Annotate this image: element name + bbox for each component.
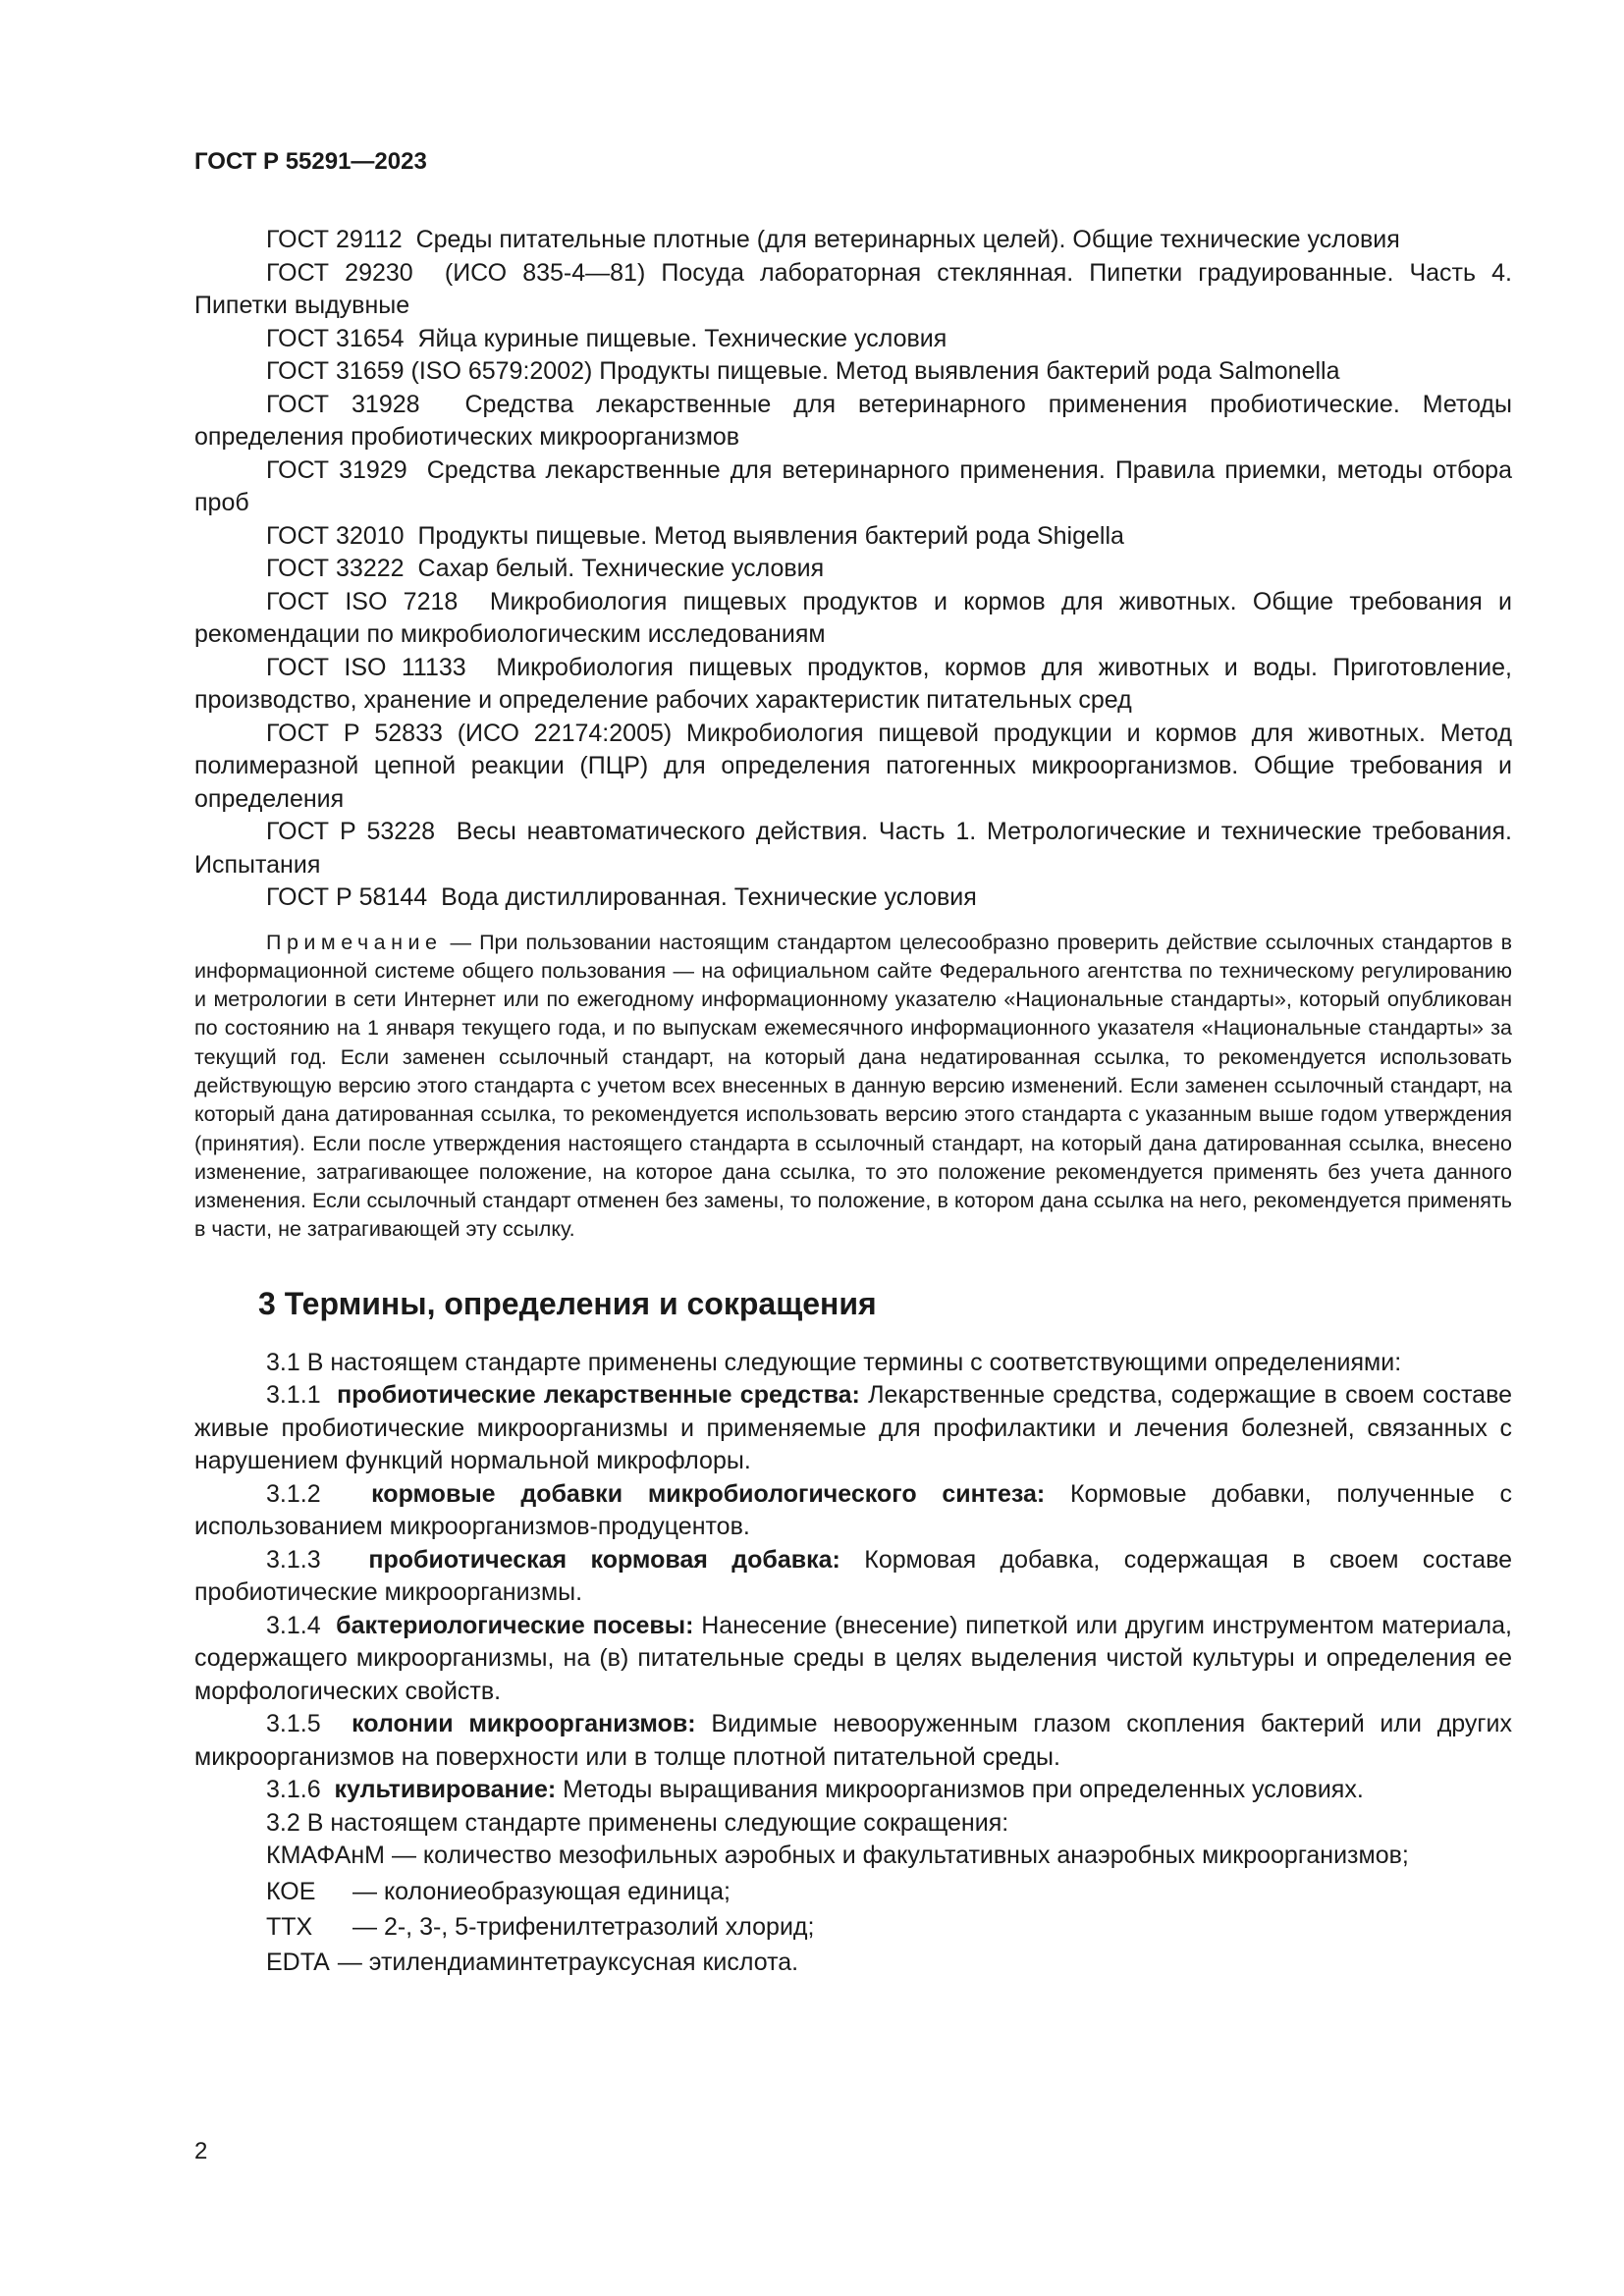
reference-title: Микробиология пищевых продуктов, кормов для животных и воды. Приготовление, производство, хранение и определение рабочих характеристик питательных сред [194,653,1512,714]
reference-code: ГОСТ 29230 [266,258,413,287]
abbreviation-item [194,1875,1512,1908]
reference-code: ГОСТ ISO 11133 [266,653,466,681]
reference-code: ГОСТ 31654 [266,324,405,352]
abbreviation-text: — этилендиаминтетрауксусная кислота. [337,1948,799,1976]
reference-item [194,553,1512,586]
reference-item [194,718,1512,817]
reference-code: ГОСТ 33222 [266,555,405,582]
reference-title: (ISO 6579:2002) Продукты пищевые. Метод выявления бактерий рода Salmonella [410,357,1340,385]
abbreviations-intro: 3.2 В настоящем стандарте применены следующие сокращения: [266,1808,1009,1837]
reference-item [194,454,1512,520]
term-item [194,1610,1512,1709]
note-label: Примечание [266,930,443,954]
abbreviation-text: — 2-, 3-, 5-трифенилтетразолий хлорид; [352,1912,815,1941]
term-definition: Видимые невооруженным глазом скопления бактерий или других микроорганизмов на поверхности или в толще плотной питательной среды. [194,1710,1512,1771]
reference-title: Микробиология пищевых продуктов и кормов для животных. Общие требования и рекомендации по микробиологическим исследованиям [194,587,1512,648]
reference-title: Вода дистиллированная. Технические условия [441,883,977,911]
term-item [194,1379,1512,1478]
term-number: 3.1.5 [266,1710,321,1738]
reference-code: ГОСТ 31659 [266,357,405,385]
references-note [194,929,1512,1245]
reference-title: (ИСО 835-4—81) Посуда лабораторная стеклянная. Пипетки градуированные. Часть 4. Пипетки выдувные [194,258,1512,319]
reference-item [194,652,1512,718]
term-definition: Лекарственные средства, содержащие в своем составе живые пробиотические микроорганизмы и применяемые для профилактики и лечения болезней, связанных с нарушением функций нормальной микрофлоры. [194,1381,1512,1475]
reference-title: Яйца куриные пищевые. Технические условия [417,324,947,352]
abbreviation-code: КОЕ [266,1877,316,1905]
reference-title: Средства лекарственные для ветеринарного применения. Правила приемки, методы отбора проб [194,455,1512,516]
term-name: культивирование: [334,1776,557,1804]
reference-code: ГОСТ Р 53228 [266,818,436,845]
section-title: 3 Термины, определения и сокращения [258,1285,877,1321]
reference-code: ГОСТ Р 58144 [266,883,428,911]
reference-item [194,881,1512,915]
term-item [194,1774,1512,1807]
term-name: колонии микроорганизмов: [352,1710,696,1738]
abbreviation-code: EDTA [266,1948,330,1976]
document-code-header: ГОСТ Р 55291—2023 [194,148,427,175]
page-number: 2 [194,2138,208,2164]
reference-code: ГОСТ 31929 [266,455,407,484]
term-name: пробиотические лекарственные средства: [337,1381,860,1410]
reference-item [194,816,1512,881]
terms-definitions [194,1347,1512,1873]
reference-code: ГОСТ ISO 7218 [266,587,459,615]
term-item [194,1478,1512,1544]
terms-intro: 3.1 В настоящем стандарте применены следующие термины с соответствующими определениями: [266,1348,1402,1376]
reference-item [194,389,1512,454]
abbreviation-text: — колониеобразующая единица; [352,1877,731,1905]
term-definition: Методы выращивания микроорганизмов при определенных условиях. [563,1776,1364,1804]
normative-references-list [194,224,1512,915]
reference-title: Среды питательные плотные (для ветеринарных целей). Общие технические условия [415,226,1400,253]
term-name: бактериологические посевы: [336,1611,694,1639]
reference-item [194,520,1512,554]
note-text: — При пользовании настоящим стандартом целесообразно проверить действие ссылочных стандартов в информационной системе общего пользования — на официальном сайте Федерального агентства по техническому регулированию и метрологии в сети Интернет или по ежегодному информационному указателю «Национальные стандарты», который опубликован по состоянию на 1 января текущего года, и по выпускам ежемесячного информационного указателя «Национальные стандарты» за текущий год. Если заменен ссылочный стандарт, на который дана недатированная ссылка, то рекомендуется использовать действующую версию этого стандарта с учетом всех внесенных в данную версию изменений. Если заменен ссылочный стандарт, на который дана датированная ссылка, то рекомендуется использовать версию этого стандарта с указанным выше годом утверждения (принятия). Если после утверждения настоящего стандарта в ссылочный стандарт, на который дана датированная ссылка, внесено изменение, затрагивающее положение, на которое дана ссылка, то это положение рекомендуется применять без учета данного изменения. Если ссылочный стандарт отменен без замены, то положение, в котором дана ссылка на него, рекомендуется применять в части, не затрагивающей эту ссылку. [194,930,1512,1242]
reference-item [194,257,1512,323]
abbreviation-item [194,1910,1512,1944]
term-number: 3.1.3 [266,1545,321,1574]
reference-code: ГОСТ Р 52833 [266,719,443,747]
term-name: кормовые добавки микробиологического синтеза: [371,1479,1046,1508]
term-number: 3.1.1 [266,1381,321,1410]
abbreviation-item [194,1946,1512,1979]
reference-title: Средства лекарственные для ветеринарного применения пробиотические. Методы определения пробиотических микроорганизмов [194,390,1512,451]
abbreviation-item: КМАФАнМ — количество мезофильных аэробных и факультативных анаэробных микроорганизмов; [266,1842,1409,1870]
term-definition: Кормовые добавки, полученные с использованием микроорганизмов-продуцентов. [194,1479,1513,1541]
term-number: 3.1.6 [266,1776,321,1804]
reference-title: Продукты пищевые. Метод выявления бактерий рода Shigella [417,521,1124,550]
term-definition: Кормовая добавка, содержащая в своем составе пробиотические микроорганизмы. [194,1545,1512,1607]
term-definition: Нанесение (внесение) пипеткой или другим инструментом материала, содержащего микроорганизмы, на (в) питательные среды в целях выделения чистой культуры и определения ее морфологических свойств. [194,1611,1512,1705]
reference-code: ГОСТ 32010 [266,521,405,550]
term-number: 3.1.2 [266,1479,321,1508]
term-item [194,1708,1512,1774]
reference-item [194,323,1512,356]
reference-title: (ИСО 22174:2005) Микробиология пищевой продукции и кормов для животных. Метод полимеразной цепной реакции (ПЦР) для определения патогенных микроорганизмов. Общие требования и определения [194,719,1512,813]
reference-item [194,586,1512,652]
reference-code: ГОСТ 31928 [266,390,420,418]
abbreviation-code: ТТХ [266,1912,313,1941]
reference-title: Весы неавтоматического действия. Часть 1. Метрологические и технические требования. Испытания [194,818,1512,879]
reference-item [194,355,1512,389]
term-item [194,1544,1512,1610]
reference-item [194,224,1512,257]
reference-title: Сахар белый. Технические условия [417,555,825,582]
term-name: пробиотическая кормовая добавка: [368,1545,840,1574]
document-page [194,147,1512,1979]
term-number: 3.1.4 [266,1611,321,1639]
reference-code: ГОСТ 29112 [266,226,403,253]
